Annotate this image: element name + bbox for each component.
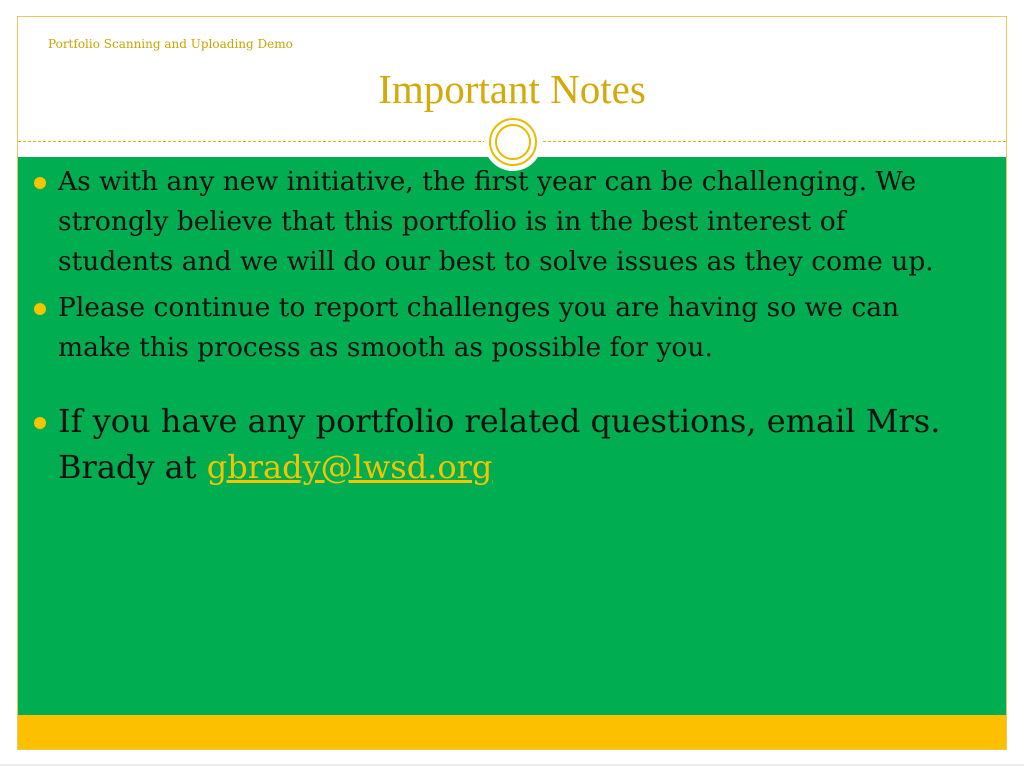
bullet-dot-icon (34, 303, 46, 315)
slide-title: Important Notes (378, 66, 646, 112)
bullet-item (32, 288, 962, 368)
footer-band (18, 715, 1006, 749)
bullet-text: Please continue to report challenges you are having so we can make this process as smooth as possible for you. (58, 292, 900, 363)
contact-text: If you have any portfolio related questions, email Mrs. Brady at (58, 402, 941, 486)
bullet-dot-icon (34, 177, 46, 189)
bullet-list (32, 162, 962, 490)
bullet-text: As with any new initiative, the first year can be challenging. We strongly believe that this portfolio is in the best interest of students and we will do our best to solve issues as they come up. (58, 166, 934, 277)
bullet-item (32, 162, 962, 282)
slide-subtitle: Portfolio Scanning and Uploading Demo (48, 37, 293, 51)
page-bottom-line (0, 764, 1024, 766)
contact-bullet (32, 398, 962, 490)
email-link[interactable]: gbrady@lwsd.org (206, 448, 493, 486)
bullet-dot-icon (34, 417, 46, 429)
inner-ring-icon (489, 118, 537, 166)
